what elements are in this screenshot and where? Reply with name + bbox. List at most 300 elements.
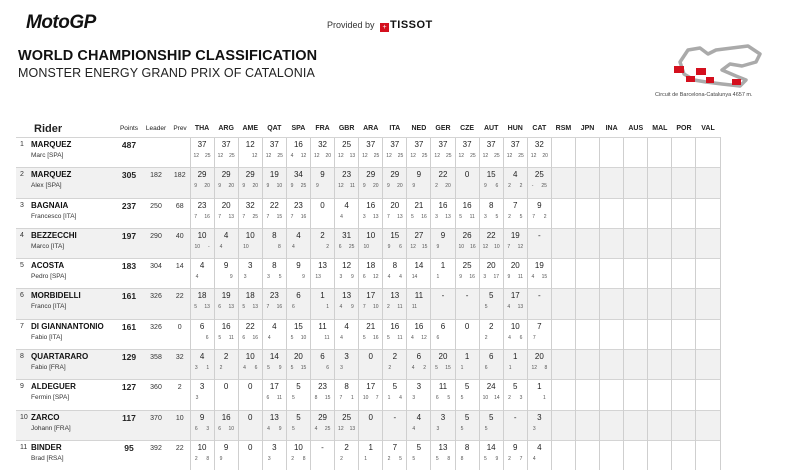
race-result-cell xyxy=(335,138,359,168)
race-breakdown xyxy=(528,456,551,462)
race-points: 12 xyxy=(373,274,379,280)
sprint-points: 6 xyxy=(218,304,221,310)
sprint-points: 5 xyxy=(411,214,414,220)
race-breakdown xyxy=(191,335,214,341)
race-breakdown xyxy=(239,183,262,189)
race-total: 0 xyxy=(239,443,262,452)
race-total: 16 xyxy=(431,201,454,210)
race-points: 25 xyxy=(470,153,476,159)
race-breakdown xyxy=(431,183,454,189)
race-total: 20 xyxy=(383,201,406,210)
race-breakdown xyxy=(263,395,286,401)
race-total: 23 xyxy=(335,170,358,179)
sprint-points: 5 xyxy=(267,365,270,371)
race-points: 13 xyxy=(350,426,356,432)
rider-cell xyxy=(16,198,116,228)
race-result-cell xyxy=(262,228,286,258)
race-result-cell xyxy=(576,228,600,258)
race-result-cell xyxy=(214,138,238,168)
circuit-name: Circuit de Barcelona-Catalunya 4657 m. xyxy=(655,92,753,98)
race-total: 20 xyxy=(480,261,503,270)
race-result-cell xyxy=(262,319,286,349)
rider-cell xyxy=(16,168,116,198)
race-points: 20 xyxy=(253,183,259,189)
sprint-points: 6 xyxy=(242,335,245,341)
race-result-cell xyxy=(479,259,503,289)
race-result-cell xyxy=(479,198,503,228)
race-result-cell xyxy=(600,168,624,198)
race-total: 0 xyxy=(456,170,479,179)
page-header xyxy=(0,0,799,126)
rider-column-header: Rider xyxy=(16,120,116,138)
table-row xyxy=(16,138,720,168)
race-breakdown xyxy=(287,456,310,462)
table-row xyxy=(16,228,720,258)
sprint-points: 7 xyxy=(507,244,510,250)
race-result-cell xyxy=(286,168,310,198)
race-breakdown xyxy=(359,274,382,280)
race-total: 16 xyxy=(215,322,238,331)
race-total: 37 xyxy=(456,140,479,149)
rider-surname: DI GIANNANTONIO xyxy=(31,322,104,331)
sprint-points: 3 xyxy=(244,274,247,280)
race-result-cell xyxy=(696,198,720,228)
rider-points: 117 xyxy=(116,410,142,440)
race-breakdown xyxy=(480,456,503,462)
race-result-cell xyxy=(624,168,648,198)
race-breakdown xyxy=(287,395,310,401)
sprint-points: 5 xyxy=(459,214,462,220)
race-points: 25 xyxy=(229,153,235,159)
race-result-cell xyxy=(648,410,672,440)
race-total: 14 xyxy=(263,352,286,361)
race-points: - xyxy=(208,244,210,250)
rider-gap-leader: 360 xyxy=(142,380,170,410)
race-breakdown xyxy=(359,335,382,341)
race-total: 11 xyxy=(407,291,430,300)
race-total: 15 xyxy=(287,322,310,331)
race-points: 11 xyxy=(397,335,402,341)
race-points: 11 xyxy=(229,335,234,341)
race-result-cell xyxy=(383,319,407,349)
race-result-cell xyxy=(238,138,262,168)
race-result-cell xyxy=(383,289,407,319)
race-result-cell xyxy=(214,380,238,410)
race-result-cell xyxy=(238,410,262,440)
sprint-points: 7 xyxy=(291,214,294,220)
race-breakdown xyxy=(383,183,406,189)
race-points: 3 xyxy=(206,426,209,432)
rider-surname: BEZZECCHI xyxy=(31,231,77,240)
rider-cell xyxy=(16,259,116,289)
race-result-cell xyxy=(238,289,262,319)
race-total: 8 xyxy=(263,261,286,270)
race-points: 8 xyxy=(447,456,450,462)
sprint-points: 6 xyxy=(436,395,439,401)
race-result-cell xyxy=(383,228,407,258)
rider-gap-prev: 2 xyxy=(170,380,190,410)
race-breakdown xyxy=(215,183,238,189)
race-breakdown xyxy=(383,214,406,220)
race-result-cell xyxy=(624,289,648,319)
race-breakdown xyxy=(528,274,551,280)
sprint-points: 6 xyxy=(363,274,366,280)
race-result-cell xyxy=(407,228,431,258)
sprint-points: 2 xyxy=(508,395,511,401)
sprint-points: 4 xyxy=(196,274,199,280)
race-result-cell xyxy=(310,289,334,319)
race-result-cell xyxy=(383,410,407,440)
race-points: 6 xyxy=(326,365,329,371)
sprint-points: 4 xyxy=(268,335,271,341)
race-result-cell xyxy=(238,319,262,349)
sprint-points: 3 xyxy=(268,456,271,462)
race-breakdown xyxy=(215,214,238,220)
race-total: 18 xyxy=(191,291,214,300)
race-points: 20 xyxy=(326,153,332,159)
race-total: 19 xyxy=(504,231,527,240)
race-result-cell xyxy=(455,350,479,380)
race-breakdown xyxy=(480,395,503,401)
sprint-points: 13 xyxy=(315,274,321,280)
race-result-cell xyxy=(696,228,720,258)
race-breakdown xyxy=(431,365,454,371)
race-total: 25 xyxy=(528,170,551,179)
race-result-cell xyxy=(503,228,527,258)
rider-gap-leader: 326 xyxy=(142,289,170,319)
race-result-cell xyxy=(335,319,359,349)
sprint-points: 3 xyxy=(267,274,270,280)
race-result-cell xyxy=(238,198,262,228)
race-breakdown xyxy=(239,153,262,159)
race-result-cell xyxy=(214,168,238,198)
race-points: 8 xyxy=(278,244,281,250)
race-result-cell xyxy=(503,350,527,380)
race-breakdown xyxy=(215,365,238,371)
race-points: 12 xyxy=(301,153,307,159)
race-result-cell xyxy=(624,440,648,470)
race-result-cell xyxy=(286,380,310,410)
race-column-header-arg: ARG xyxy=(214,120,238,138)
race-total: 6 xyxy=(287,291,310,300)
rider-surname: BINDER xyxy=(31,443,62,452)
race-result-cell xyxy=(190,289,214,319)
rider-position: 8 xyxy=(20,353,24,360)
sprint-points: 2 xyxy=(508,456,511,462)
race-total: 18 xyxy=(359,261,382,270)
race-total: 8 xyxy=(335,382,358,391)
race-result-cell xyxy=(310,138,334,168)
race-total: 37 xyxy=(359,140,382,149)
race-points: 4 xyxy=(399,274,402,280)
race-total: 4 xyxy=(335,201,358,210)
race-result-cell xyxy=(190,440,214,470)
race-total: - xyxy=(528,231,551,240)
race-result-cell xyxy=(286,259,310,289)
race-result-cell xyxy=(310,440,334,470)
race-breakdown xyxy=(311,365,334,371)
race-total: 5 xyxy=(480,413,503,422)
race-result-cell xyxy=(286,350,310,380)
race-result-cell xyxy=(286,228,310,258)
race-result-cell xyxy=(407,168,431,198)
race-breakdown xyxy=(504,274,527,280)
race-result-cell xyxy=(310,319,334,349)
rider-gap-prev: 182 xyxy=(170,168,190,198)
race-result-cell xyxy=(335,380,359,410)
race-total: 10 xyxy=(191,231,214,240)
race-total: 3 xyxy=(431,413,454,422)
race-total: 9 xyxy=(311,170,334,179)
race-result-cell xyxy=(190,168,214,198)
race-total: 13 xyxy=(335,291,358,300)
race-result-cell xyxy=(576,138,600,168)
sprint-points: 12 xyxy=(483,153,489,159)
race-points: 4 xyxy=(399,395,402,401)
race-points: 1 xyxy=(326,304,329,310)
race-points: 10 xyxy=(373,304,379,310)
sprint-points: 5 xyxy=(292,395,295,401)
race-result-cell xyxy=(479,168,503,198)
sprint-points: 5 xyxy=(291,335,294,341)
race-points: 16 xyxy=(253,335,259,341)
race-column-header-ned: NED xyxy=(407,120,431,138)
sprint-points: 6 xyxy=(485,365,488,371)
race-result-cell xyxy=(527,440,551,470)
race-result-cell xyxy=(648,350,672,380)
race-total: 0 xyxy=(215,382,238,391)
race-result-cell xyxy=(359,228,383,258)
tissot-cross-icon: + xyxy=(380,23,389,32)
race-total: 13 xyxy=(311,261,334,270)
sprint-points: 4 xyxy=(533,456,536,462)
race-result-cell xyxy=(624,259,648,289)
sprint-points: 8 xyxy=(315,395,318,401)
race-total: 9 xyxy=(191,413,214,422)
race-total: 2 xyxy=(383,352,406,361)
race-total: 14 xyxy=(407,261,430,270)
rider-gap-prev: 22 xyxy=(170,440,190,470)
sprint-points: 1 xyxy=(461,365,464,371)
race-breakdown xyxy=(528,153,551,159)
race-result-cell xyxy=(335,259,359,289)
race-breakdown xyxy=(504,395,527,401)
race-result-cell xyxy=(359,410,383,440)
race-total: - xyxy=(504,413,527,422)
race-points: 20 xyxy=(542,153,548,159)
race-points: 11 xyxy=(518,274,523,280)
race-breakdown xyxy=(528,426,551,432)
race-result-cell xyxy=(262,198,286,228)
race-total: 4 xyxy=(191,352,214,361)
race-total: 4 xyxy=(504,170,527,179)
sprint-points: 4 xyxy=(388,274,391,280)
race-result-cell xyxy=(672,350,696,380)
race-points: 15 xyxy=(301,365,307,371)
race-result-cell xyxy=(503,259,527,289)
sprint-points: 5 xyxy=(412,456,415,462)
race-points: 15 xyxy=(325,395,331,401)
rider-points: 237 xyxy=(116,198,142,228)
race-total: 1 xyxy=(311,291,334,300)
rider-position: 5 xyxy=(20,262,24,269)
race-breakdown xyxy=(504,456,527,462)
race-total: 22 xyxy=(263,201,286,210)
race-result-cell xyxy=(672,228,696,258)
race-result-cell xyxy=(359,198,383,228)
race-points: 12 xyxy=(518,244,524,250)
race-result-cell xyxy=(262,410,286,440)
race-column-header-ame: AME xyxy=(238,120,262,138)
sprint-points: 10 xyxy=(194,244,200,250)
race-result-cell xyxy=(672,138,696,168)
race-result-cell xyxy=(359,259,383,289)
race-result-cell xyxy=(672,168,696,198)
rider-surname: BAGNAIA xyxy=(31,201,68,210)
race-points: 13 xyxy=(253,304,259,310)
table-row xyxy=(16,350,720,380)
race-points: 9 xyxy=(496,456,499,462)
race-breakdown xyxy=(480,214,503,220)
race-breakdown xyxy=(287,365,310,371)
sprint-points: 3 xyxy=(437,426,440,432)
race-total: 10 xyxy=(287,443,310,452)
sprint-points: 9 xyxy=(218,183,221,189)
rider-surname: QUARTARARO xyxy=(31,352,88,361)
race-total: 13 xyxy=(431,443,454,452)
race-result-cell xyxy=(335,350,359,380)
race-points: 15 xyxy=(445,365,451,371)
race-total: 5 xyxy=(456,382,479,391)
sponsor-name: TISSOT xyxy=(390,19,433,31)
race-total: 10 xyxy=(359,231,382,240)
race-breakdown xyxy=(263,153,286,159)
rider-gap-prev: 14 xyxy=(170,259,190,289)
sprint-points: 5 xyxy=(387,335,390,341)
race-result-cell xyxy=(190,138,214,168)
race-points: 25 xyxy=(301,183,307,189)
race-total: 5 xyxy=(480,291,503,300)
sprint-points: 9 xyxy=(459,274,462,280)
race-breakdown xyxy=(263,365,286,371)
race-result-cell xyxy=(551,138,575,168)
race-total: 32 xyxy=(528,140,551,149)
race-result-cell xyxy=(576,198,600,228)
race-points: 13 xyxy=(228,304,234,310)
race-total: 9 xyxy=(215,443,238,452)
race-result-cell xyxy=(335,168,359,198)
rider-gap-leader: 182 xyxy=(142,168,170,198)
race-result-cell xyxy=(190,410,214,440)
race-breakdown xyxy=(480,274,503,280)
sprint-points: 1 xyxy=(364,456,367,462)
motogp-logo: MotoGP xyxy=(26,12,96,34)
race-total: 16 xyxy=(383,322,406,331)
race-breakdown xyxy=(431,214,454,220)
race-result-cell xyxy=(431,168,455,198)
race-points: 25 xyxy=(398,153,404,159)
race-result-cell xyxy=(238,168,262,198)
race-breakdown xyxy=(359,214,382,220)
race-result-cell xyxy=(576,259,600,289)
race-breakdown xyxy=(456,426,479,432)
race-total: 0 xyxy=(311,201,334,210)
race-breakdown xyxy=(335,335,358,341)
race-result-cell xyxy=(624,198,648,228)
race-breakdown xyxy=(407,335,430,341)
race-total: 37 xyxy=(263,140,286,149)
race-result-cell xyxy=(310,380,334,410)
race-result-cell xyxy=(624,319,648,349)
race-result-cell xyxy=(672,259,696,289)
race-total: 37 xyxy=(407,140,430,149)
race-total: 1 xyxy=(359,443,382,452)
rider-firstname: Johann [FRA] xyxy=(31,425,71,432)
race-result-cell xyxy=(190,228,214,258)
race-result-cell xyxy=(383,198,407,228)
race-breakdown xyxy=(407,365,430,371)
race-points: 13 xyxy=(350,153,356,159)
sprint-points: 3 xyxy=(484,214,487,220)
sprint-points: 1 xyxy=(509,365,512,371)
rider-gap-prev: 22 xyxy=(170,289,190,319)
race-result-cell xyxy=(576,410,600,440)
race-result-cell xyxy=(527,138,551,168)
race-breakdown xyxy=(431,153,454,159)
race-breakdown xyxy=(191,244,214,250)
race-result-cell xyxy=(407,380,431,410)
race-result-cell xyxy=(551,350,575,380)
race-total: 6 xyxy=(480,352,503,361)
race-breakdown xyxy=(287,214,310,220)
race-points: 8 xyxy=(206,456,209,462)
race-result-cell xyxy=(431,138,455,168)
race-result-cell xyxy=(648,289,672,319)
race-breakdown xyxy=(239,274,262,280)
race-points: 14 xyxy=(494,395,500,401)
race-result-cell xyxy=(335,410,359,440)
race-total: 20 xyxy=(504,261,527,270)
race-breakdown xyxy=(504,214,527,220)
sprint-points: 7 xyxy=(363,304,366,310)
race-total: 26 xyxy=(456,231,479,240)
race-column-header-aut: AUT xyxy=(479,120,503,138)
race-points: 25 xyxy=(205,153,211,159)
sprint-points: 7 xyxy=(533,335,536,341)
prev-column-header: Prev xyxy=(170,120,190,138)
sprint-points: 9 xyxy=(388,244,391,250)
rider-firstname: Fermin [SPA] xyxy=(31,394,69,401)
race-result-cell xyxy=(214,350,238,380)
sprint-points: 5 xyxy=(461,426,464,432)
race-points: 9 xyxy=(279,426,282,432)
race-breakdown xyxy=(407,456,430,462)
race-total: 21 xyxy=(407,201,430,210)
race-breakdown xyxy=(215,274,238,280)
race-breakdown xyxy=(263,456,286,462)
race-points: 7 xyxy=(376,395,379,401)
race-breakdown xyxy=(335,274,358,280)
race-total: 1 xyxy=(504,352,527,361)
sprint-points: 9 xyxy=(484,183,487,189)
page-title: WORLD CHAMPIONSHIP CLASSIFICATION xyxy=(18,48,317,64)
rider-points: 305 xyxy=(116,168,142,198)
race-breakdown xyxy=(335,153,358,159)
race-result-cell xyxy=(359,168,383,198)
race-breakdown xyxy=(287,335,310,341)
race-result-cell xyxy=(214,289,238,319)
race-breakdown xyxy=(431,274,454,280)
